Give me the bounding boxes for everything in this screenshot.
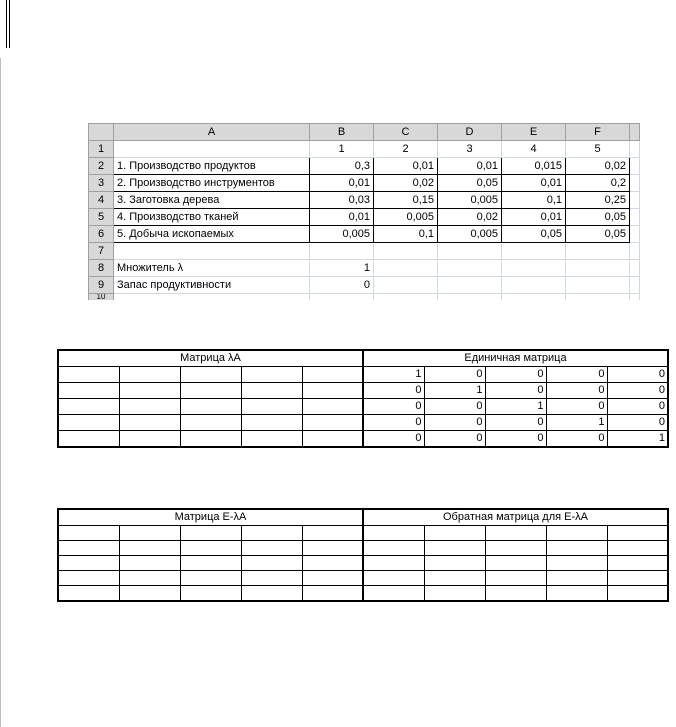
- cell-d6[interactable]: 0,005: [438, 226, 502, 243]
- cell-e7[interactable]: [502, 243, 566, 260]
- cell-d9[interactable]: [438, 277, 502, 294]
- cell-e1[interactable]: 4: [502, 141, 566, 158]
- cell-d8[interactable]: [438, 260, 502, 277]
- sheet-row-7: [89, 243, 640, 260]
- cell-e2[interactable]: 0,015: [502, 158, 566, 175]
- spreadsheet: [88, 123, 640, 300]
- cell-g8[interactable]: [630, 260, 640, 277]
- cell-b7[interactable]: [310, 243, 374, 260]
- row-header-2[interactable]: 2: [89, 158, 114, 175]
- cell-d2[interactable]: 0,01: [438, 158, 502, 175]
- sheet-row-6: [89, 226, 640, 243]
- sheet-row-8: [89, 260, 640, 277]
- cell-g1[interactable]: [630, 141, 640, 158]
- matrix-la-title: Матрица λA: [58, 350, 363, 367]
- row-header-8[interactable]: 8: [89, 260, 114, 277]
- sheet-row-1: [89, 141, 640, 158]
- column-header-d[interactable]: D: [438, 124, 502, 141]
- cell-f1[interactable]: 5: [566, 141, 630, 158]
- row-header-9[interactable]: 9: [89, 277, 114, 294]
- cell-g6[interactable]: [630, 226, 640, 243]
- cell-e9[interactable]: [502, 277, 566, 294]
- cell-f9[interactable]: [566, 277, 630, 294]
- column-header-c[interactable]: C: [374, 124, 438, 141]
- window-edge-line-1: [6, 0, 7, 48]
- matrix1-row: 1 0 0 0 0: [58, 367, 668, 383]
- row-header-3[interactable]: 3: [89, 175, 114, 192]
- sheet-row-2: [89, 158, 640, 175]
- cell-c8[interactable]: [374, 260, 438, 277]
- cell-g5[interactable]: [630, 209, 640, 226]
- sheet-row-5: [89, 209, 640, 226]
- cell-g7[interactable]: [630, 243, 640, 260]
- window-edge-line-2: [9, 0, 10, 48]
- cell-c2[interactable]: 0,01: [374, 158, 438, 175]
- cell-f2[interactable]: 0,02: [566, 158, 630, 175]
- cell-b6[interactable]: 0,005: [310, 226, 374, 243]
- cell-a4[interactable]: 3. Заготовка дерева: [114, 192, 310, 209]
- cell-c6[interactable]: 0,1: [374, 226, 438, 243]
- row-header-10[interactable]: 10: [89, 294, 114, 301]
- cell-e3[interactable]: 0,01: [502, 175, 566, 192]
- matrix2-row: [58, 556, 668, 571]
- sheet-row-10-clipped: [89, 294, 640, 301]
- cell-b3[interactable]: 0,01: [310, 175, 374, 192]
- row-header-6[interactable]: 6: [89, 226, 114, 243]
- cell-d7[interactable]: [438, 243, 502, 260]
- cell-c3[interactable]: 0,02: [374, 175, 438, 192]
- matrix2-row: [58, 571, 668, 586]
- row-header-7[interactable]: 7: [89, 243, 114, 260]
- row-header-5[interactable]: 5: [89, 209, 114, 226]
- cell-f4[interactable]: 0,25: [566, 192, 630, 209]
- window-edge-line-3: [0, 58, 1, 727]
- cell-c7[interactable]: [374, 243, 438, 260]
- identity-matrix-title: Единичная матрица: [363, 350, 668, 367]
- sheet-row-4: [89, 192, 640, 209]
- column-header-e[interactable]: E: [502, 124, 566, 141]
- cell-g4[interactable]: [630, 192, 640, 209]
- cell-b5[interactable]: 0,01: [310, 209, 374, 226]
- cell-a2[interactable]: 1. Производство продуктов: [114, 158, 310, 175]
- cell-c1[interactable]: 2: [374, 141, 438, 158]
- cell-a5[interactable]: 4. Производство тканей: [114, 209, 310, 226]
- row-header-4[interactable]: 4: [89, 192, 114, 209]
- row-header-1[interactable]: 1: [89, 141, 114, 158]
- cell-e5[interactable]: 0,01: [502, 209, 566, 226]
- cell-g2[interactable]: [630, 158, 640, 175]
- matrix-e-la-title: Матрица E-λA: [58, 509, 363, 526]
- cell-f6[interactable]: 0,05: [566, 226, 630, 243]
- matrix-la-and-identity-table: [57, 349, 669, 448]
- cell-c9[interactable]: [374, 277, 438, 294]
- sheet-row-3: [89, 175, 640, 192]
- cell-b2[interactable]: 0,3: [310, 158, 374, 175]
- matrix1-row: 0 0 0 0 1: [58, 431, 668, 448]
- cell-d5[interactable]: 0,02: [438, 209, 502, 226]
- cell-g3[interactable]: [630, 175, 640, 192]
- cell-a9[interactable]: Запас продуктивности: [114, 277, 310, 294]
- matrix-e-la-and-inverse-table: [57, 508, 669, 602]
- cell-f3[interactable]: 0,2: [566, 175, 630, 192]
- matrix2-row: [58, 586, 668, 601]
- matrix2-row: [58, 526, 668, 541]
- column-header-a[interactable]: A: [114, 124, 310, 141]
- cell-a6[interactable]: 5. Добыча ископаемых: [114, 226, 310, 243]
- cell-b1[interactable]: 1: [310, 141, 374, 158]
- cell-f8[interactable]: [566, 260, 630, 277]
- column-header-b[interactable]: B: [310, 124, 374, 141]
- inverse-matrix-title: Обратная матрица для E-λA: [363, 509, 668, 526]
- cell-f5[interactable]: 0,05: [566, 209, 630, 226]
- select-all-corner[interactable]: [89, 124, 114, 141]
- cell-b8[interactable]: 1: [310, 260, 374, 277]
- cell-d1[interactable]: 3: [438, 141, 502, 158]
- cell-a1[interactable]: [114, 141, 310, 158]
- cell-e6[interactable]: 0,05: [502, 226, 566, 243]
- cell-c5[interactable]: 0,005: [374, 209, 438, 226]
- cell-a3[interactable]: 2. Производство инструментов: [114, 175, 310, 192]
- cell-c4[interactable]: 0,15: [374, 192, 438, 209]
- matrix2-row: [58, 541, 668, 556]
- cell-d3[interactable]: 0,05: [438, 175, 502, 192]
- cell-d4[interactable]: 0,005: [438, 192, 502, 209]
- cell-a8[interactable]: Множитель λ: [114, 260, 310, 277]
- cell-e8[interactable]: [502, 260, 566, 277]
- cell-e4[interactable]: 0,1: [502, 192, 566, 209]
- column-header-f[interactable]: F: [566, 124, 630, 141]
- cell-g9[interactable]: [630, 277, 640, 294]
- cell-a7[interactable]: [114, 243, 310, 260]
- sheet-row-9: [89, 277, 640, 294]
- cell-f7[interactable]: [566, 243, 630, 260]
- column-header-row: [89, 124, 640, 141]
- column-header-g-partial[interactable]: [630, 124, 640, 141]
- matrix1-row: 0 0 1 0 0: [58, 399, 668, 415]
- matrix1-row: 0 1 0 0 0: [58, 383, 668, 399]
- cell-b9[interactable]: 0: [310, 277, 374, 294]
- matrix1-row: 0 0 0 1 0: [58, 415, 668, 431]
- cell-b4[interactable]: 0,03: [310, 192, 374, 209]
